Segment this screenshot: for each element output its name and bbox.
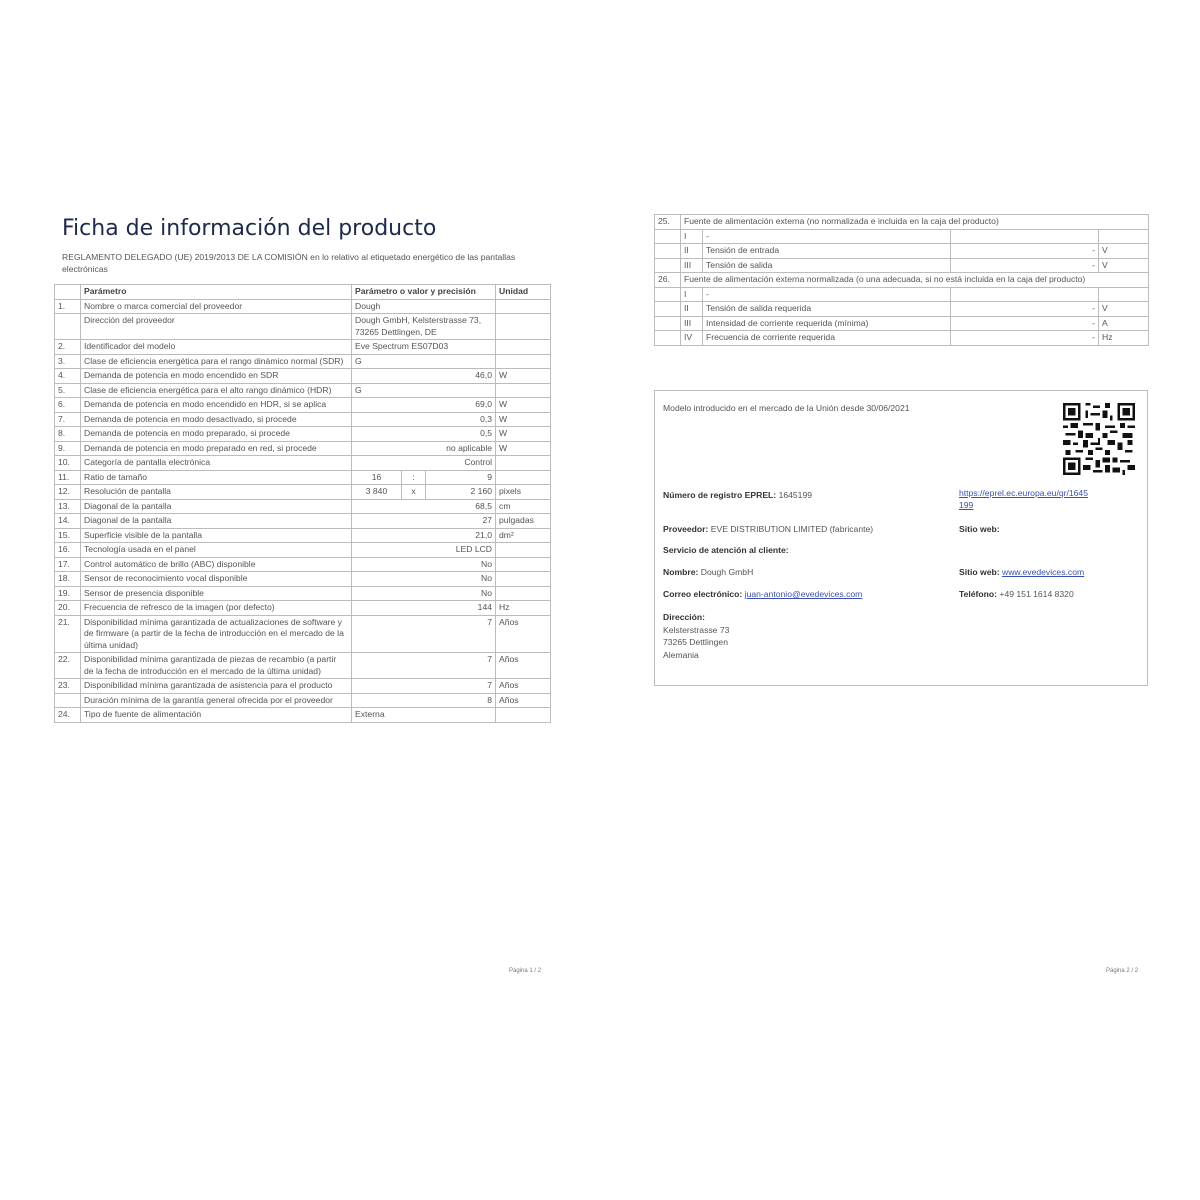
table-row <box>55 693 551 708</box>
row-value-separator: x <box>402 485 426 500</box>
table-row <box>55 543 551 558</box>
website2-link[interactable]: www.evedevices.com <box>1001 567 1085 577</box>
email-link[interactable]: juan-antonio@evedevices.com <box>744 589 863 599</box>
row-value: 7 <box>352 653 496 679</box>
address-line: Alemania <box>663 649 699 660</box>
row-number: 9. <box>55 441 81 456</box>
row-unit: W <box>496 398 551 413</box>
row-number: 19. <box>55 586 81 601</box>
website2-label: Sitio web: <box>959 567 1000 577</box>
page-1 <box>54 214 550 984</box>
psu-row <box>655 302 1149 317</box>
psu-row-parameter: Intensidad de corriente requerida (mínima) <box>703 316 951 331</box>
row-number: 4. <box>55 369 81 384</box>
row-unit: Años <box>496 615 551 653</box>
row-parameter: Nombre o marca comercial del proveedor <box>81 299 352 314</box>
psu-row <box>655 244 1149 259</box>
row-value: 7 <box>352 615 496 653</box>
psu-row <box>655 215 1149 230</box>
row-unit <box>496 543 551 558</box>
row-value: 7 <box>352 679 496 694</box>
row-parameter: Disponibilidad mínima garantizada de piezas de recambio (a partir de la fecha de introducción en el mercado de la última unidad) <box>81 653 352 679</box>
row-parameter: Demanda de potencia en modo desactivado, si procede <box>81 412 352 427</box>
row-value: 69,0 <box>352 398 496 413</box>
psu-row-heading: Fuente de alimentación externa normalizada (o una adecuada, si no está incluida en la caja del producto) <box>681 273 1149 288</box>
psu-row-value: - <box>951 302 1099 317</box>
header-unit: Unidad <box>496 285 551 300</box>
table-row <box>55 586 551 601</box>
psu-row-sub: IV <box>681 331 703 346</box>
document-subtitle: REGLAMENTO DELEGADO (UE) 2019/2013 DE LA COMISIÓN en lo relativo al etiquetado energético de las pantallas electrónicas <box>62 252 516 274</box>
row-parameter: Categoría de pantalla electrónica <box>81 456 352 471</box>
row-value-b: 2 160 <box>426 485 496 500</box>
psu-row-parameter: Tensión de salida <box>703 258 951 273</box>
psu-row <box>655 287 1149 302</box>
table-row <box>55 499 551 514</box>
psu-row-sub: II <box>681 244 703 259</box>
header-value: Parámetro o valor y precisión <box>352 285 496 300</box>
row-parameter: Ratio de tamaño <box>81 470 352 485</box>
phone-label: Teléfono: <box>959 589 998 599</box>
psu-row-parameter: Tensión de entrada <box>703 244 951 259</box>
psu-row <box>655 258 1149 273</box>
supplier-row <box>663 524 873 534</box>
psu-row-sub: I <box>681 229 703 244</box>
row-parameter: Clase de eficiencia energética para el alto rango dinámico (HDR) <box>81 383 352 398</box>
row-number: 13. <box>55 499 81 514</box>
row-parameter: Diagonal de la pantalla <box>81 499 352 514</box>
power-supply-table <box>654 214 1149 346</box>
row-value: 144 <box>352 601 496 616</box>
row-value: 27 <box>352 514 496 529</box>
psu-row-value: - <box>951 258 1099 273</box>
table-row <box>55 653 551 679</box>
table-row <box>55 441 551 456</box>
psu-row-value: - <box>951 316 1099 331</box>
row-value: Dough <box>352 299 496 314</box>
table-row <box>55 427 551 442</box>
table-row <box>55 354 551 369</box>
row-value: Externa <box>352 708 496 723</box>
page-number: Página 2 / 2 <box>1106 968 1139 974</box>
row-parameter: Sensor de presencia disponible <box>81 586 352 601</box>
table-row <box>55 708 551 723</box>
table-row <box>55 601 551 616</box>
table-row <box>55 557 551 572</box>
row-value-b: 9 <box>426 470 496 485</box>
row-number: 8. <box>55 427 81 442</box>
row-unit <box>496 557 551 572</box>
psu-row <box>655 273 1149 288</box>
psu-row-unit: V <box>1099 302 1149 317</box>
row-value-a: 16 <box>352 470 402 485</box>
table-row <box>55 383 551 398</box>
row-number: 3. <box>55 354 81 369</box>
email-label: Correo electrónico: <box>663 589 743 599</box>
psu-row-unit: V <box>1099 244 1149 259</box>
psu-row-number <box>655 331 681 346</box>
row-value: Dough GmbH, Kelsterstrasse 73, 73265 Dettlingen, DE <box>352 314 496 340</box>
row-value: G <box>352 354 496 369</box>
table-row <box>55 514 551 529</box>
table-row <box>55 456 551 471</box>
row-parameter: Control automático de brillo (ABC) disponible <box>81 557 352 572</box>
row-parameter: Sensor de reconocimiento vocal disponible <box>81 572 352 587</box>
row-unit <box>496 708 551 723</box>
psu-row-unit <box>1099 229 1149 244</box>
address-line: Kelsterstrasse 73 <box>663 624 730 635</box>
row-parameter: Identificador del modelo <box>81 340 352 355</box>
row-parameter: Dirección del proveedor <box>81 314 352 340</box>
psu-row-value <box>951 287 1099 302</box>
row-parameter: Demanda de potencia en modo preparado, si procede <box>81 427 352 442</box>
eprel-value: 1645199 <box>778 490 813 500</box>
row-value: 21,0 <box>352 528 496 543</box>
row-number: 12. <box>55 485 81 500</box>
supplier-value: EVE DISTRIBUTION LIMITED (fabricante) <box>710 524 874 534</box>
name-label: Nombre: <box>663 567 699 577</box>
row-unit: Años <box>496 679 551 694</box>
market-date: Modelo introducido en el mercado de la Unión desde 30/06/2021 <box>663 403 910 413</box>
row-number: 24. <box>55 708 81 723</box>
row-unit: dm² <box>496 528 551 543</box>
psu-row-number <box>655 244 681 259</box>
table-row <box>55 412 551 427</box>
row-number: 16. <box>55 543 81 558</box>
row-number: 6. <box>55 398 81 413</box>
row-unit <box>496 314 551 340</box>
psu-row-unit: V <box>1099 258 1149 273</box>
row-unit <box>496 470 551 485</box>
row-number <box>55 314 81 340</box>
psu-row-sub: I <box>681 287 703 302</box>
page-2 <box>654 214 1148 984</box>
psu-row-unit: Hz <box>1099 331 1149 346</box>
row-parameter: Demanda de potencia en modo encendido en SDR <box>81 369 352 384</box>
psu-row-unit <box>1099 287 1149 302</box>
row-value: 8 <box>352 693 496 708</box>
table-row <box>55 615 551 653</box>
header-parameter: Parámetro <box>81 285 352 300</box>
row-value-a: 3 840 <box>352 485 402 500</box>
address-label: Dirección: <box>663 612 706 622</box>
table-row <box>55 340 551 355</box>
row-unit: cm <box>496 499 551 514</box>
table-row <box>55 679 551 694</box>
row-number: 23. <box>55 679 81 694</box>
row-value: No <box>352 586 496 601</box>
row-parameter: Resolución de pantalla <box>81 485 352 500</box>
row-value: Eve Spectrum ES07D03 <box>352 340 496 355</box>
row-number: 14. <box>55 514 81 529</box>
row-parameter: Tecnología usada en el panel <box>81 543 352 558</box>
table-row <box>55 485 551 500</box>
row-unit <box>496 354 551 369</box>
table-row <box>55 314 551 340</box>
page-number: Página 1 / 2 <box>509 968 542 974</box>
row-value: 68,5 <box>352 499 496 514</box>
psu-row-number <box>655 258 681 273</box>
table-row <box>55 572 551 587</box>
phone-row <box>959 589 1074 599</box>
row-parameter: Disponibilidad mínima garantizada de actualizaciones de software y de firmware (a partir de la fecha de introducción en el mercado de la última unidad) <box>81 615 352 653</box>
name-value: Dough GmbH <box>700 567 754 577</box>
psu-row-unit: A <box>1099 316 1149 331</box>
supplier-label: Proveedor: <box>663 524 709 534</box>
row-parameter: Duración mínima de la garantía general ofrecida por el proveedor <box>81 693 352 708</box>
row-number: 7. <box>55 412 81 427</box>
row-unit: W <box>496 369 551 384</box>
email-row <box>663 589 862 599</box>
psu-row <box>655 331 1149 346</box>
row-parameter: Superficie visible de la pantalla <box>81 528 352 543</box>
table-row <box>55 369 551 384</box>
row-unit: pixels <box>496 485 551 500</box>
table-row <box>55 470 551 485</box>
psu-row-parameter: Frecuencia de corriente requerida <box>703 331 951 346</box>
row-number <box>55 693 81 708</box>
contact-name-row <box>663 567 753 577</box>
row-value: 46,0 <box>352 369 496 384</box>
row-unit: Años <box>496 693 551 708</box>
row-parameter: Disponibilidad mínima garantizada de asistencia para el producto <box>81 679 352 694</box>
row-value: Control <box>352 456 496 471</box>
psu-row-heading: Fuente de alimentación externa (no normalizada e incluida en la caja del producto) <box>681 215 1149 230</box>
row-unit: Hz <box>496 601 551 616</box>
row-value: 0,3 <box>352 412 496 427</box>
table-row <box>55 528 551 543</box>
row-number: 15. <box>55 528 81 543</box>
row-parameter: Frecuencia de refresco de la imagen (por defecto) <box>81 601 352 616</box>
row-value: LED LCD <box>352 543 496 558</box>
row-unit <box>496 340 551 355</box>
row-number: 18. <box>55 572 81 587</box>
eprel-row <box>663 490 812 500</box>
product-info-table <box>54 284 551 723</box>
eprel-label: Número de registro EPREL: <box>663 490 777 500</box>
supplier-info-box <box>654 390 1148 686</box>
address-line: 73265 Dettlingen <box>663 637 728 647</box>
address-block <box>663 611 729 661</box>
eprel-link[interactable]: https://eprel.ec.europa.eu/qr/1645199 <box>959 488 1088 510</box>
psu-row-value <box>951 229 1099 244</box>
psu-row <box>655 229 1149 244</box>
row-unit: W <box>496 441 551 456</box>
psu-row-number <box>655 287 681 302</box>
row-number: 17. <box>55 557 81 572</box>
psu-row-value: - <box>951 244 1099 259</box>
row-unit: W <box>496 427 551 442</box>
row-value: G <box>352 383 496 398</box>
psu-row-sub: III <box>681 316 703 331</box>
row-value: No <box>352 557 496 572</box>
row-number: 20. <box>55 601 81 616</box>
row-value: 0,5 <box>352 427 496 442</box>
psu-row-parameter: - <box>703 229 951 244</box>
row-unit <box>496 299 551 314</box>
row-value-separator: : <box>402 470 426 485</box>
psu-row-number <box>655 302 681 317</box>
psu-row-number: 26. <box>655 273 681 288</box>
row-parameter: Demanda de potencia en modo encendido en HDR, si se aplica <box>81 398 352 413</box>
row-number: 5. <box>55 383 81 398</box>
row-unit: pulgadas <box>496 514 551 529</box>
document-title: Ficha de información del producto <box>62 216 437 241</box>
psu-row-sub: III <box>681 258 703 273</box>
row-parameter: Demanda de potencia en modo preparado en red, si procede <box>81 441 352 456</box>
row-parameter: Clase de eficiencia energética para el rango dinámico normal (SDR) <box>81 354 352 369</box>
row-parameter: Tipo de fuente de alimentación <box>81 708 352 723</box>
psu-row-value: - <box>951 331 1099 346</box>
website-label: Sitio web: <box>959 524 1000 534</box>
row-number: 1. <box>55 299 81 314</box>
psu-row-parameter: Tensión de salida requerida <box>703 302 951 317</box>
row-unit: Años <box>496 653 551 679</box>
customer-service-label: Servicio de atención al cliente: <box>663 545 789 555</box>
row-value: No <box>352 572 496 587</box>
psu-row-number: 25. <box>655 215 681 230</box>
psu-row-number <box>655 229 681 244</box>
row-unit <box>496 456 551 471</box>
row-unit <box>496 586 551 601</box>
table-row <box>55 299 551 314</box>
row-parameter: Diagonal de la pantalla <box>81 514 352 529</box>
row-number: 10. <box>55 456 81 471</box>
phone-value: +49 151 1614 8320 <box>999 589 1074 599</box>
qr-code-icon[interactable] <box>1063 403 1135 475</box>
table-row <box>55 398 551 413</box>
row-number: 11. <box>55 470 81 485</box>
row-value: no aplicable <box>352 441 496 456</box>
row-unit <box>496 572 551 587</box>
website2-row <box>959 567 1084 577</box>
website-row <box>959 524 1000 534</box>
psu-row-parameter: - <box>703 287 951 302</box>
table-header-row <box>55 285 551 300</box>
row-number: 2. <box>55 340 81 355</box>
row-number: 22. <box>55 653 81 679</box>
row-unit <box>496 383 551 398</box>
psu-row-number <box>655 316 681 331</box>
row-number: 21. <box>55 615 81 653</box>
row-unit: W <box>496 412 551 427</box>
psu-row <box>655 316 1149 331</box>
psu-row-sub: II <box>681 302 703 317</box>
